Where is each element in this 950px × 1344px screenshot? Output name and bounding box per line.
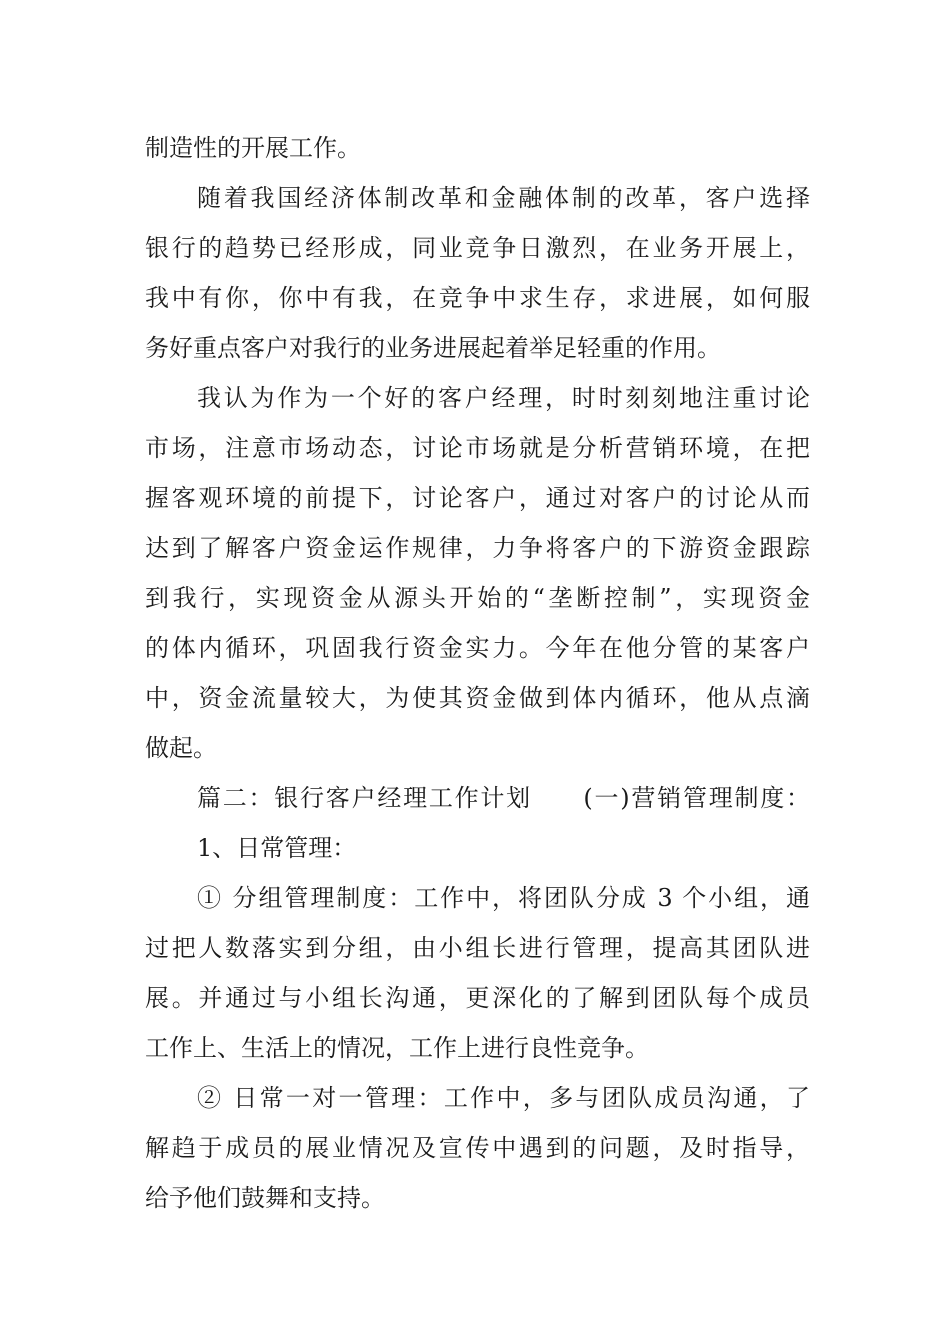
paragraph-first-line: ② 日常一对一管理：工作中，多与团队成员沟通，了 xyxy=(197,1084,810,1112)
text-line: 做起。 xyxy=(145,734,217,762)
text-line: 工作上、生活上的情况，工作上进行良性竞争。 xyxy=(145,1034,649,1062)
text-line: 市场，注意市场动态，讨论市场就是分析营销环境，在把 xyxy=(145,434,810,462)
text-line: 给予他们鼓舞和支持。 xyxy=(145,1184,385,1212)
text-line: 握客观环境的前提下，讨论客户，通过对客户的讨论从而 xyxy=(145,484,810,512)
text-line: 务好重点客户对我行的业务进展起着举足轻重的作用。 xyxy=(145,334,721,362)
text-line: 中，资金流量较大，为使其资金做到体内循环，他从点滴 xyxy=(145,684,810,712)
text-line: 银行的趋势已经形成，同业竞争日激烈，在业务开展上， xyxy=(145,234,810,262)
text-line: 的体内循环，巩固我行资金实力。今年在他分管的某客户 xyxy=(145,634,810,662)
paragraph-first-line: 我认为作为一个好的客户经理，时时刻刻地注重讨论 xyxy=(197,384,810,412)
subsection-heading: 1、日常管理： xyxy=(197,834,357,862)
text-line: 过把人数落实到分组，由小组长进行管理，提高其团队进 xyxy=(145,934,810,962)
text-line: 到我行，实现资金从源头开始的“垄断控制”，实现资金 xyxy=(145,584,810,612)
text-line: 我中有你，你中有我，在竞争中求生存，求进展，如何服 xyxy=(145,284,810,312)
text-line: 展。并通过与小组长沟通，更深化的了解到团队每个成员 xyxy=(145,984,810,1012)
text-line: 制造性的开展工作。 xyxy=(145,134,361,162)
section-heading: 篇二：银行客户经理工作计划 (一)营销管理制度： xyxy=(197,784,810,812)
text-line: 达到了解客户资金运作规律，力争将客户的下游资金跟踪 xyxy=(145,534,810,562)
paragraph-first-line: 随着我国经济体制改革和金融体制的改革，客户选择 xyxy=(197,184,810,212)
paragraph-first-line: ① 分组管理制度：工作中，将团队分成 3 个小组，通 xyxy=(197,884,810,912)
text-line: 解趋于成员的展业情况及宣传中遇到的问题，及时指导， xyxy=(145,1134,810,1162)
